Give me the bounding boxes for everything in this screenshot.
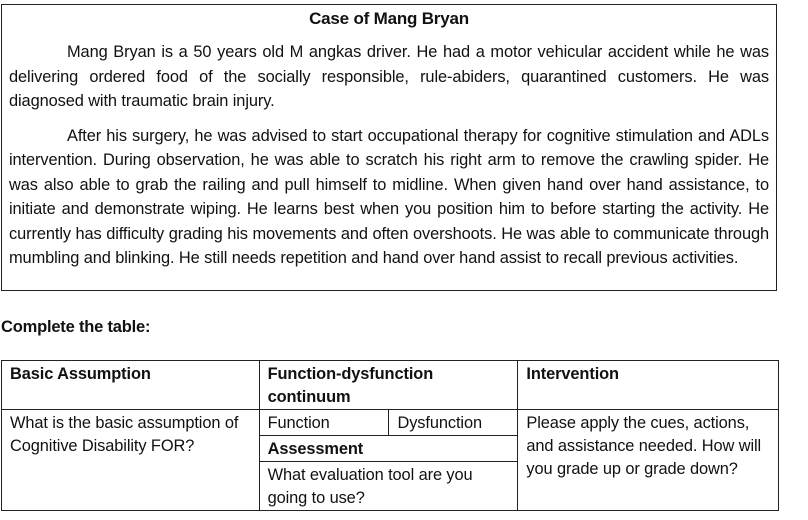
- case-box: [1, 4, 777, 291]
- assessment-question-cell: What evaluation tool are you going to use?: [259, 462, 518, 511]
- table-header-row: [2, 361, 779, 410]
- dysfunction-cell: Dysfunction: [389, 410, 518, 436]
- assessment-table: [1, 360, 779, 511]
- table-row-function: [2, 410, 779, 436]
- instruction-text: Complete the table:: [1, 318, 151, 336]
- case-paragraph-1: Mang Bryan is a 50 years old M angkas driver. He had a motor vehicular accident while he was delivering ordered food of the socially responsible, rule-abiders, quarantined customers. He was diagnosed with traumatic brain injury.: [9, 43, 769, 110]
- case-title: Case of Mang Bryan: [309, 9, 469, 28]
- assessment-label: Assessment: [259, 436, 518, 462]
- basic-assumption-cell: What is the basic assumption of Cognitive Disability FOR?: [2, 410, 260, 511]
- intervention-cell: Please apply the cues, actions, and assistance needed. How will you grade up or grade down?: [518, 410, 779, 511]
- function-cell: Function: [259, 410, 389, 436]
- header-intervention: Intervention: [518, 361, 779, 410]
- case-paragraph-2: After his surgery, he was advised to start occupational therapy for cognitive stimulation and ADLs intervention. During observation, he was able to scratch his right arm to remove the crawling spider. He was also able to grab the railing and pull himself to midline. When given hand over hand assistance, to initiate and demonstrate wiping. He learns best when you position him to before starting the activity. He currently has difficulty grading his movements and often overshoots. He was able to communicate through mumbling and blinking. He still needs repetition and hand over hand assist to recall previous activities.: [9, 126, 769, 267]
- header-function-dysfunction: Function-dysfunction continuum: [259, 361, 518, 410]
- header-basic-assumption: Basic Assumption: [2, 361, 260, 410]
